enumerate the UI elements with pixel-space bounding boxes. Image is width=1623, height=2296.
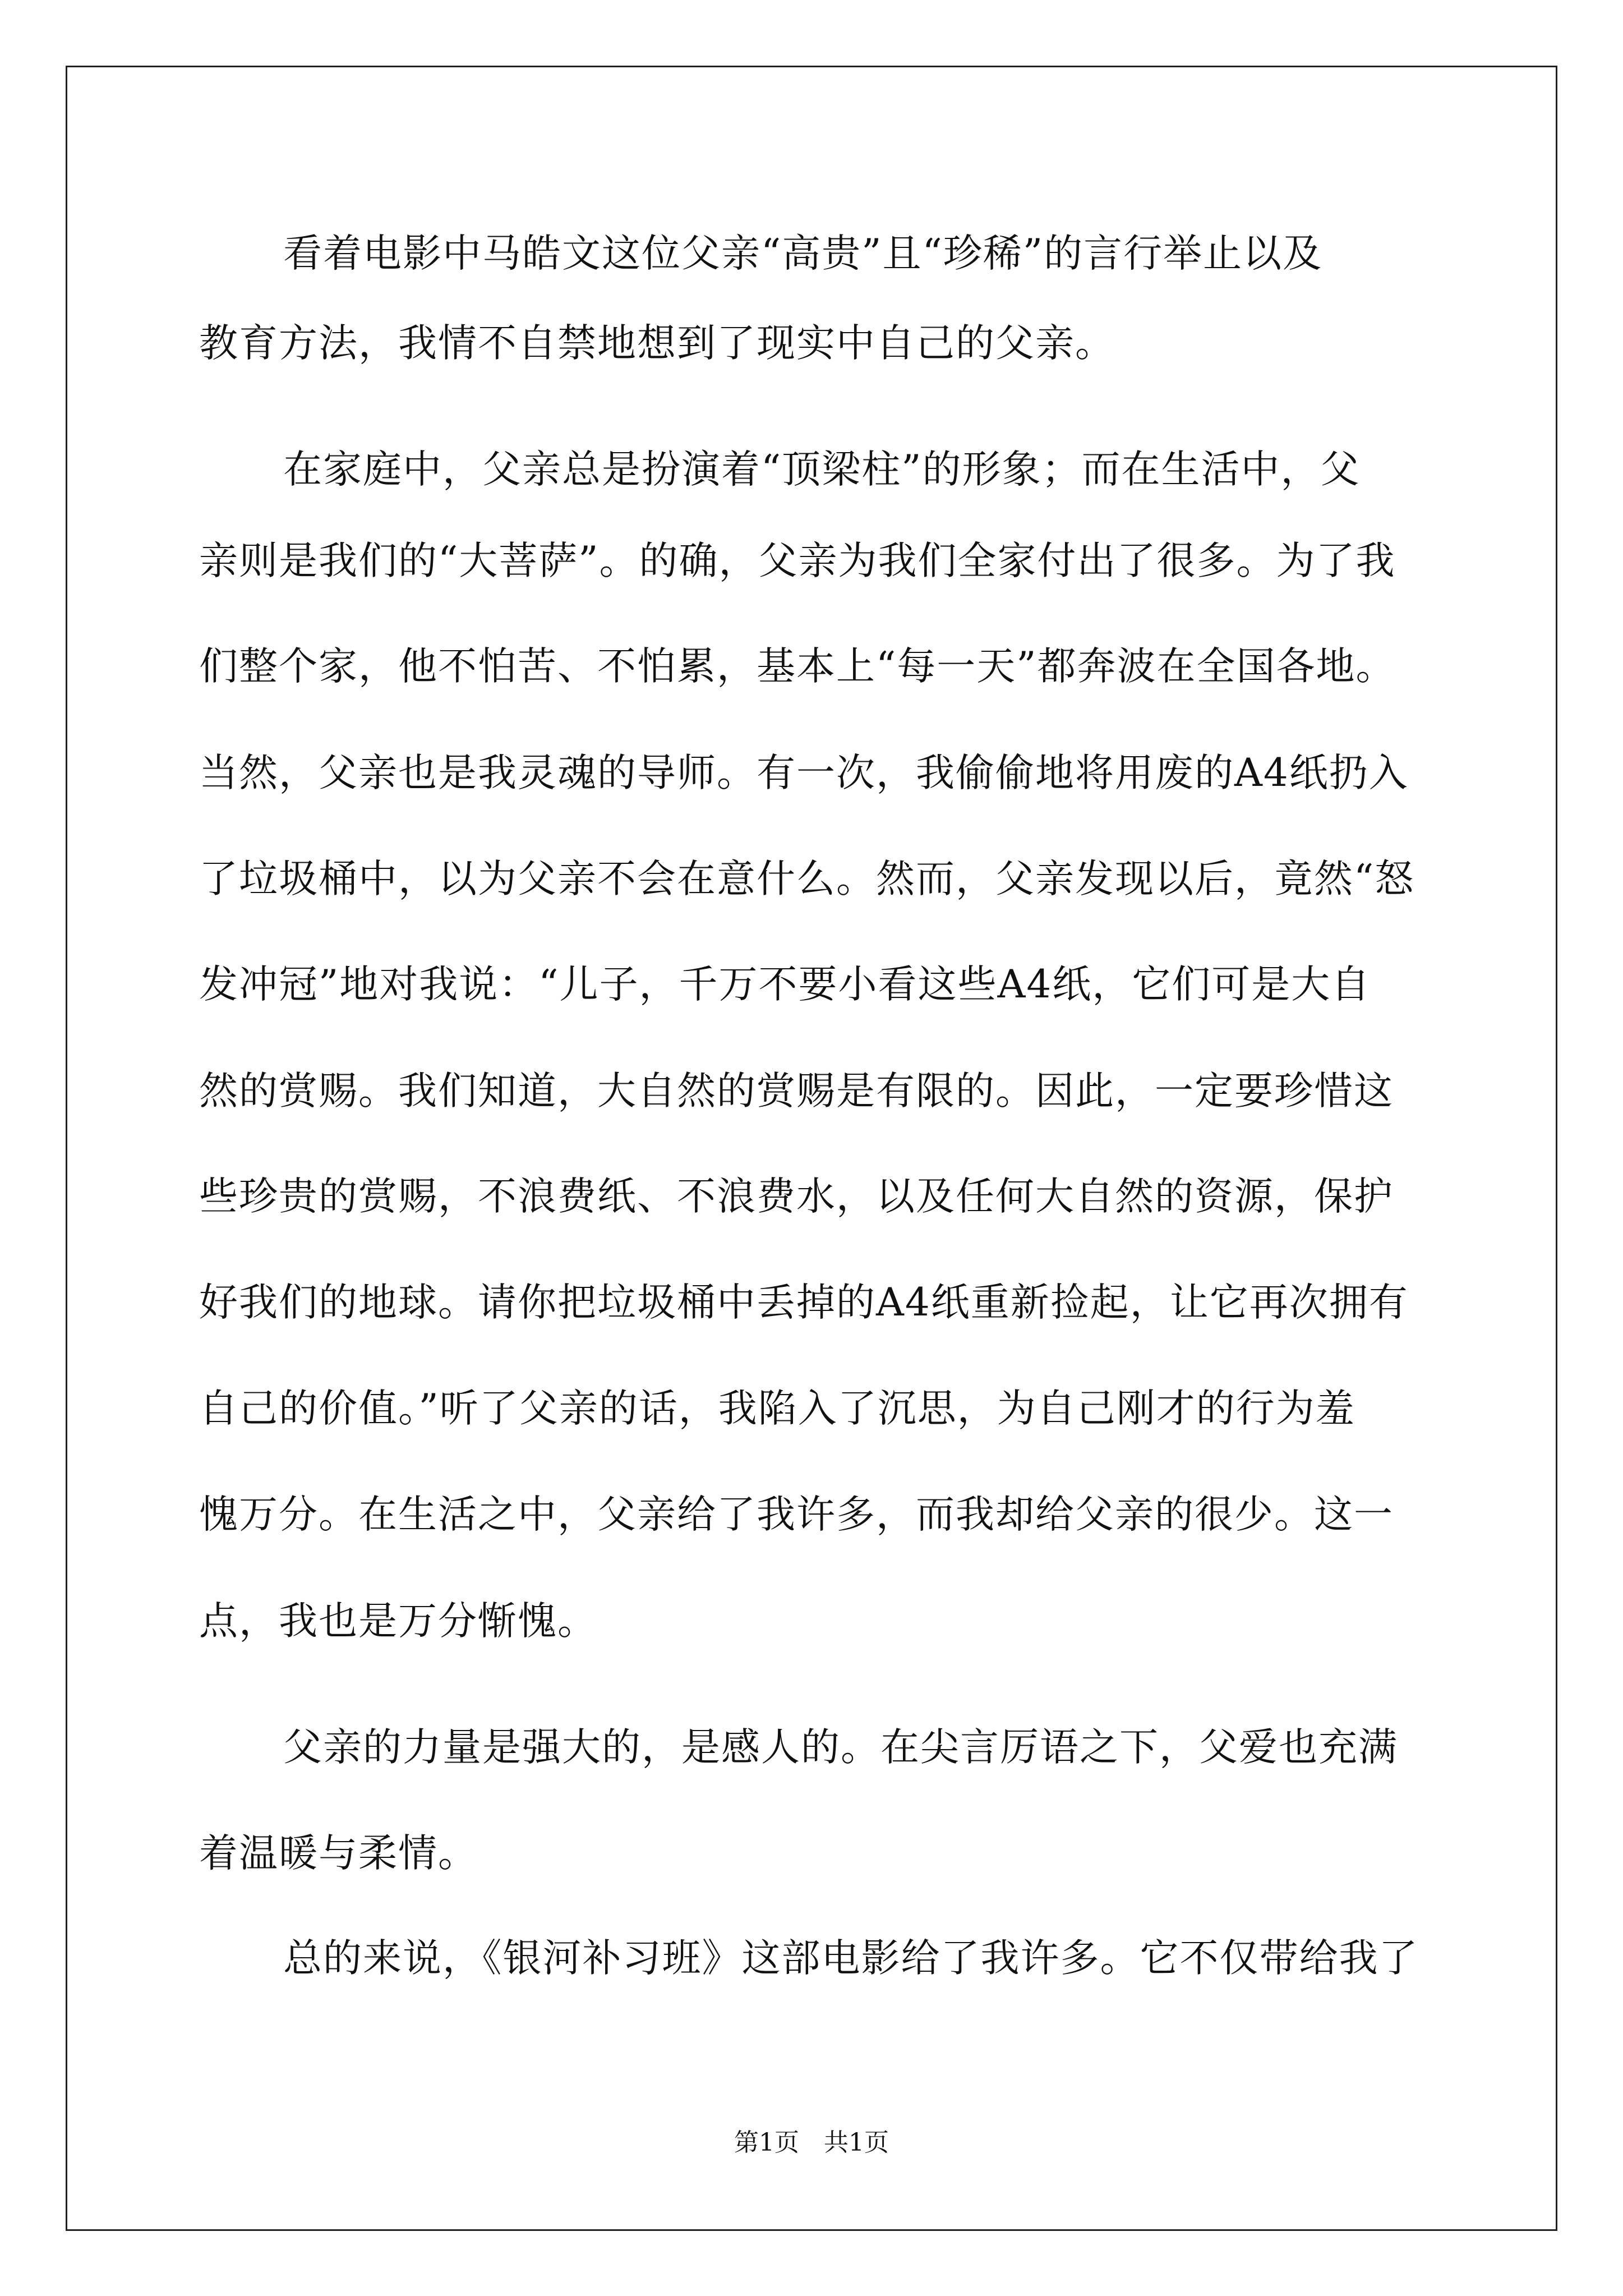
paragraph-line: 发冲冠”地对我说：“儿子，千万不要小看这些A4纸，它们可是大自 (199, 962, 1371, 1007)
paragraph-line: 教育方法，我情不自禁地想到了现实中自己的父亲。 (199, 321, 1115, 366)
page-border (66, 66, 1557, 2231)
paragraph-line: 看着电影中马皓文这位父亲“高贵”且“珍稀”的言行举止以及 (283, 231, 1323, 276)
paragraph-line: 着温暖与柔情。 (199, 1831, 478, 1876)
paragraph-line: 然的赏赐。我们知道，大自然的赏赐是有限的。因此，一定要珍惜这 (199, 1069, 1394, 1114)
paragraph-line: 父亲的力量是强大的，是感人的。在尖言厉语之下，父爱也充满 (283, 1725, 1398, 1770)
paragraph-line: 当然，父亲也是我灵魂的导师。有一次，我偷偷地将用废的A4纸扔入 (199, 751, 1409, 795)
paragraph-line: 在家庭中，父亲总是扮演着“顶梁柱”的形象；而在生活中，父 (283, 447, 1361, 492)
paragraph-line: 自己的价值。”听了父亲的话，我陷入了沉思，为自己刚才的行为羞 (199, 1386, 1355, 1431)
paragraph-line: 总的来说，《银河补习班》这部电影给了我许多。它不仅带给我了 (283, 1936, 1419, 1981)
paragraph-line: 些珍贵的赏赐，不浪费纸、不浪费水，以及任何大自然的资源，保护 (199, 1174, 1394, 1219)
page-footer: 第1页 共1页 (734, 2128, 889, 2157)
paragraph-line: 好我们的地球。请你把垃圾桶中丢掉的A4纸重新捡起，让它再次拥有 (199, 1280, 1409, 1325)
paragraph-line: 们整个家，他不怕苦、不怕累，基本上“每一天”都奔波在全国各地。 (199, 644, 1396, 689)
paragraph-line: 亲则是我们的“大菩萨”。的确，父亲为我们全家付出了很多。为了我 (199, 539, 1396, 583)
paragraph-line: 愧万分。在生活之中，父亲给了我许多，而我却给父亲的很少。这一 (199, 1492, 1394, 1537)
paragraph-line: 了垃圾桶中，以为父亲不会在意什么。然而，父亲发现以后，竟然“怒 (199, 857, 1415, 901)
paragraph-line: 点，我也是万分惭愧。 (199, 1599, 597, 1644)
